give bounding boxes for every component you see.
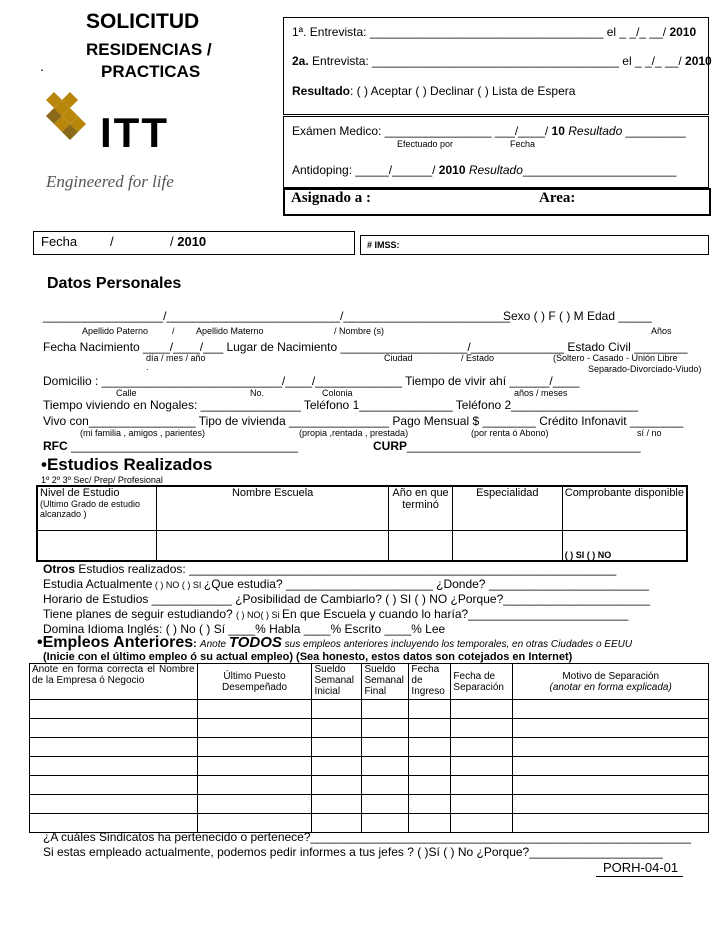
address-sub-street: Calle	[116, 388, 137, 398]
form-code: PORH-04-01	[603, 860, 679, 875]
emp-row-3-end[interactable]	[451, 738, 513, 757]
area-label: Area:	[539, 190, 576, 206]
emp-row-3-initial[interactable]	[312, 738, 362, 757]
address-sub-colonia: Colonia	[322, 388, 353, 398]
employment-heading-line: •Empleos Anteriores: Anote TODOS sus empleos anteriores incluyendo los temporales, en otras Ciudades o EEUU	[37, 634, 633, 651]
emp-col-initial-salary: Sueldo Semanal Inicial	[312, 664, 362, 700]
itt-logo-text: ITT	[100, 109, 169, 156]
employment-table	[29, 663, 709, 833]
sub-apellido-materno: Apellido Materno	[196, 326, 264, 336]
emp-row-4-initial[interactable]	[312, 757, 362, 776]
living-sub-1: (mi familia , amigos , parientes)	[80, 428, 206, 438]
emp-row-3-start[interactable]	[409, 738, 451, 757]
sub-slash: /	[172, 326, 175, 336]
civil-sub-2: Separado-Divorciado-Viudo)	[588, 364, 702, 374]
rfc-line[interactable]: RFC __________________________________	[43, 439, 298, 453]
living-with-line[interactable]: Vivo con________________ Tipo de vivienda _______________ Pago Mensual $ ________ Crédito Infonavit ________	[43, 414, 684, 428]
english-line[interactable]: Domina Idioma Inglés: ( ) No ( ) Sí ____% Habla ____% Escrito ____% Lee	[43, 622, 446, 636]
form-subtitle-residencias: RESIDENCIAS /	[86, 40, 212, 59]
curp-line[interactable]: CURP___________________________________	[373, 439, 641, 453]
edu-col-school: Nombre Escuela	[157, 486, 389, 530]
emp-row-6-final[interactable]	[362, 795, 409, 814]
emp-col-company: Anote en forma correcta el Nombre de la Empresa ó Negocio	[30, 664, 198, 700]
emp-col-final-salary: Sueldo Semanal Final	[362, 664, 409, 700]
emp-row-2-position[interactable]	[197, 719, 312, 738]
sub-anios: Años	[651, 326, 672, 336]
references-line[interactable]: Si estas empleado actualmente, podemos pedir informes a tus jefes ? ( )Sí ( ) No ¿Porque?____________________	[43, 845, 663, 859]
civil-sub-1: (Soltero - Casado - Unión Libre	[553, 353, 678, 363]
emp-row-2-initial[interactable]	[312, 719, 362, 738]
emp-row-2-company[interactable]	[30, 719, 198, 738]
emp-row-5-end[interactable]	[451, 776, 513, 795]
personal-data-heading: Datos Personales	[47, 275, 182, 292]
emp-row-3-final[interactable]	[362, 738, 409, 757]
education-heading: •Estudios Realizados	[41, 455, 213, 474]
emp-row-1-end[interactable]	[451, 700, 513, 719]
emp-row-4-start[interactable]	[409, 757, 451, 776]
emp-row-5-company[interactable]	[30, 776, 198, 795]
employment-instruction: (Inicie con el último empleo ó su actual empleo) (Sea honesto, estos datos son cotejados en Internet)	[43, 651, 573, 663]
emp-row-6-end[interactable]	[451, 795, 513, 814]
emp-row-5-start[interactable]	[409, 776, 451, 795]
education-levels-sub: 1º 2º 3º Sec/ Prep/ Profesional	[41, 475, 163, 485]
emp-row-1-company[interactable]	[30, 700, 198, 719]
emp-row-2-end[interactable]	[451, 719, 513, 738]
footer-underline	[596, 876, 683, 877]
imss-box[interactable]	[360, 235, 709, 255]
edu-cell-proof[interactable]: ( ) SI ( ) NO	[562, 530, 687, 561]
emp-col-end-date: Fecha de Separación	[451, 664, 513, 700]
medical-sub-date: Fecha	[510, 139, 536, 149]
address-sub-number: No.	[250, 388, 265, 398]
edu-cell-specialty[interactable]	[452, 530, 562, 561]
living-sub-3: (por renta ó Abono)	[471, 428, 549, 438]
birth-sub-date: día / mes / año	[146, 353, 206, 363]
medical-sub-by: Efectuado por	[397, 139, 454, 149]
fecha-label: Fecha	[41, 234, 78, 249]
emp-col-reason: Motivo de Separación (anotar en forma explicada)	[513, 664, 709, 700]
emp-row-4-position[interactable]	[197, 757, 312, 776]
sub-apellido-paterno: Apellido Paterno	[82, 326, 149, 336]
logo-tagline: Engineered for life	[46, 172, 174, 191]
emp-row-6-position[interactable]	[197, 795, 312, 814]
emp-row-5-initial[interactable]	[312, 776, 362, 795]
emp-row-6-company[interactable]	[30, 795, 198, 814]
other-studies-line[interactable]: Otros Estudios realizados: ________________________________________________________________	[43, 562, 617, 576]
edu-cell-level[interactable]	[37, 530, 157, 561]
emp-row-4-final[interactable]	[362, 757, 409, 776]
currently-studying-line[interactable]: Estudia Actualmente ( ) NO ( ) SI ¿Que estudia? ______________________ ¿Donde? ________________________	[43, 577, 649, 591]
address-sub-time: años / meses	[514, 388, 568, 398]
birth-sub-state: / Estado	[461, 353, 495, 363]
emp-row-1-position[interactable]	[197, 700, 312, 719]
emp-row-1-final[interactable]	[362, 700, 409, 719]
sex-age-line[interactable]: Sexo ( ) F ( ) M Edad _____	[503, 309, 652, 323]
edu-col-year: Año en que terminó	[389, 486, 453, 530]
edu-cell-year[interactable]	[389, 530, 453, 561]
sub-nombre: / Nombre (s)	[334, 326, 385, 336]
study-plans-line[interactable]: Tiene planes de seguir estudiando? ( ) NO( ) Si En que Escuela y cuando lo haría?________________________	[43, 607, 629, 621]
emp-row-2-final[interactable]	[362, 719, 409, 738]
birth-sub-city: Ciudad	[384, 353, 413, 363]
form-title: SOLICITUD	[86, 10, 200, 33]
first-interview-line[interactable]: 1ª. Entrevista: ___________________________________ el _ _/_ __/ 2010	[292, 25, 697, 39]
fecha-slash-1: /	[110, 234, 114, 249]
emp-row-1-initial[interactable]	[312, 700, 362, 719]
emp-col-position: Último Puesto Desempeñado	[197, 664, 312, 700]
birth-dot: .	[146, 362, 149, 372]
residence-phone-line[interactable]: Tiempo viviendo en Nogales: _______________ Teléfono 1______________ Teléfono 2___________________	[43, 398, 638, 412]
stray-dot: .	[40, 58, 44, 74]
edu-col-specialty: Especialidad	[452, 486, 562, 530]
medical-exam-line[interactable]: Exámen Medico: ________________ ___/____/ 10 Resultado _________	[292, 124, 686, 138]
emp-row-1-reason[interactable]	[513, 700, 709, 719]
emp-row-4-reason[interactable]	[513, 757, 709, 776]
emp-row-3-position[interactable]	[197, 738, 312, 757]
emp-row-1-start[interactable]	[409, 700, 451, 719]
living-sub-4: sí / no	[637, 428, 662, 438]
assigned-label: Asignado a :	[291, 190, 372, 206]
emp-row-6-reason[interactable]	[513, 795, 709, 814]
edu-col-proof: Comprobante disponible	[562, 486, 687, 530]
unions-line[interactable]: ¿A cuáles Sindicatos ha pertenecido o pertenece?_________________________________________________________	[43, 830, 691, 844]
birth-line[interactable]: Fecha Nacimiento ____/____/___ Lugar de Nacimiento ___________________/______________ Estado Civil ________	[43, 340, 688, 354]
itt-logo-icon	[40, 86, 92, 152]
emp-row-6-start[interactable]	[409, 795, 451, 814]
emp-row-5-final[interactable]	[362, 776, 409, 795]
emp-row-3-company[interactable]	[30, 738, 198, 757]
fecha-slash-2: / 2010	[170, 234, 207, 249]
interview-result-line[interactable]: Resultado: ( ) Aceptar ( ) Declinar ( ) Lista de Espera	[292, 84, 576, 98]
imss-label: # IMSS:	[367, 240, 400, 250]
emp-row-3-reason[interactable]	[513, 738, 709, 757]
edu-col-level: Nivel de Estudio (Ultimo Grado de estudio alcanzado )	[37, 486, 157, 530]
emp-row-5-position[interactable]	[197, 776, 312, 795]
emp-row-4-end[interactable]	[451, 757, 513, 776]
emp-col-start-date: Fecha de Ingreso	[409, 664, 451, 700]
form-subtitle-practicas: PRACTICAS	[101, 62, 201, 81]
emp-row-6-initial[interactable]	[312, 795, 362, 814]
address-line[interactable]: Domicilio : ___________________________/____/_____________ Tiempo de vivir ahí ______/____	[43, 374, 580, 388]
emp-row-2-start[interactable]	[409, 719, 451, 738]
second-interview-line[interactable]: 2a. Entrevista: _____________________________________ el _ _/_ __/ 2010	[292, 54, 712, 68]
education-table	[36, 485, 688, 562]
emp-row-5-reason[interactable]	[513, 776, 709, 795]
antidoping-line[interactable]: Antidoping: _____/______/ 2010 Resultado_______________________	[292, 163, 677, 177]
emp-row-2-reason[interactable]	[513, 719, 709, 738]
full-name-line[interactable]: __________________/__________________________/_________________________	[43, 309, 511, 323]
living-sub-2: (propia ,rentada , prestada)	[299, 428, 409, 438]
emp-row-4-company[interactable]	[30, 757, 198, 776]
study-schedule-line[interactable]: Horario de Estudios ____________ ¿Posibilidad de Cambiarlo? ( ) SI ( ) NO ¿Porque?______________________	[43, 592, 651, 606]
edu-cell-school[interactable]	[157, 530, 389, 561]
